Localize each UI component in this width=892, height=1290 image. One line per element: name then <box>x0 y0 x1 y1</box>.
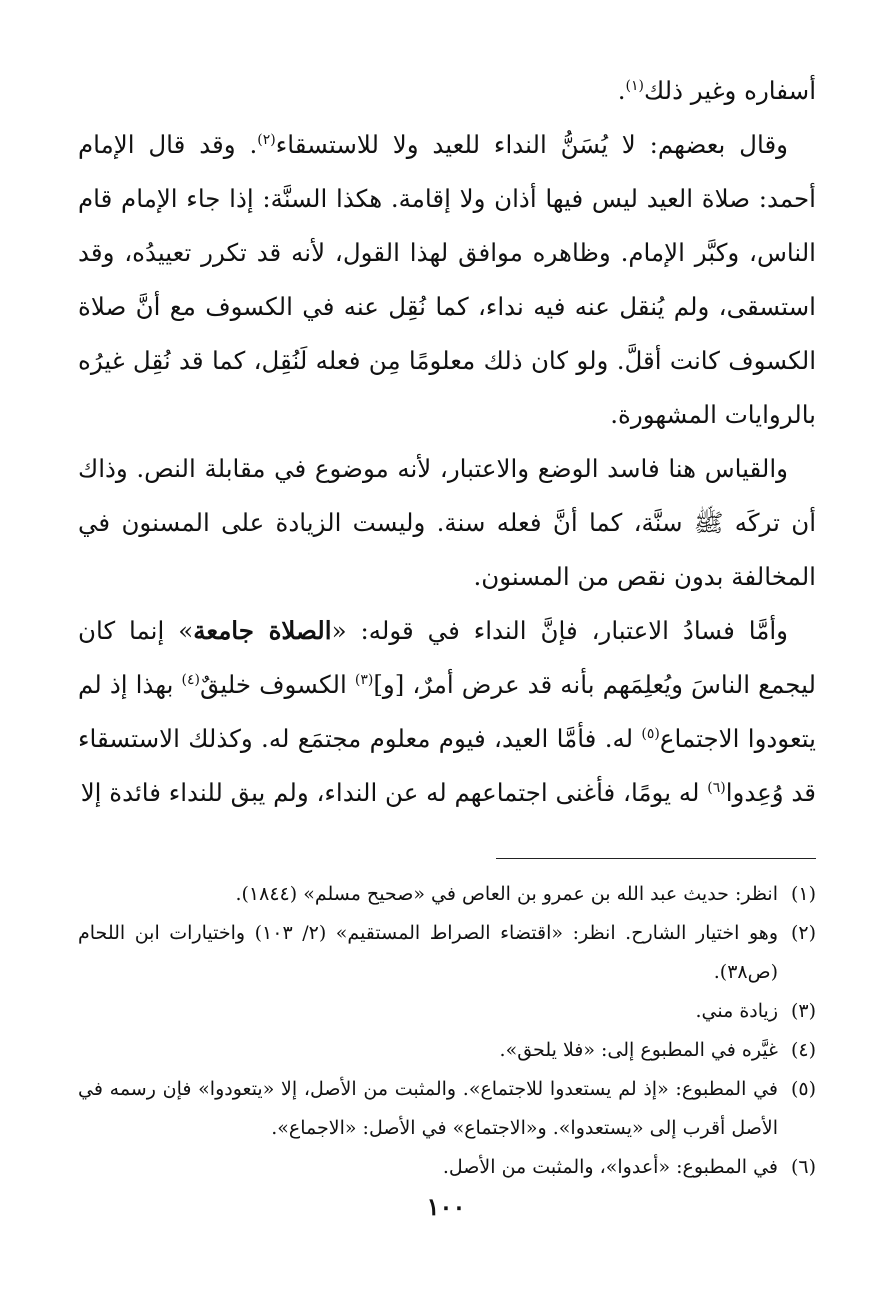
text-run: . <box>617 76 626 105</box>
text-run: وأمَّا فسادُ الاعتبار، فإنَّ النداء في قوله: « <box>331 616 788 645</box>
footnote-divider <box>496 858 816 859</box>
footnote-number: (٥) <box>790 1078 816 1100</box>
footnote-number: (٣) <box>790 1000 816 1022</box>
footnote-item <box>78 1070 816 1148</box>
text-run: » إنما كان ليجمع الناسَ ويُعلِمَهم بأنه قد عرض أمرٌ، [و] <box>78 616 816 699</box>
text-run: بهذا إذ لم يتعودوا الاجتماع <box>78 670 816 753</box>
footnote-item <box>78 1031 816 1070</box>
text-run: الكسوف خليقٌ <box>199 670 355 699</box>
footnote-number: (٢) <box>790 922 816 944</box>
paragraph <box>78 604 816 820</box>
paragraph <box>78 64 816 118</box>
footnote-ref-1[interactable]: (١) <box>625 77 644 94</box>
footnote-ref-6[interactable]: (٦) <box>707 779 726 796</box>
footnote-number: (٦) <box>790 1156 816 1178</box>
footnote-item <box>78 914 816 992</box>
footnote-text: في المطبوع: «إذ لم يستعدوا للاجتماع». والمثبت من الأصل، إلا «يتعودوا» فإن رسمه في الأصل أقرب إلى «يستعدوا». و«الاجتماع» في الأصل: «الاجماع». <box>78 1078 778 1139</box>
footnote-number: (١) <box>790 883 816 905</box>
main-text <box>78 64 816 820</box>
text-run: له. فأمَّا العيد، فيوم معلوم مجتمَع له. وكذلك الاستسقاء قد وُعِدوا <box>78 724 816 807</box>
paragraph <box>78 118 816 442</box>
footnote-text: وهو اختيار الشارح. انظر: «اقتضاء الصراط المستقيم» (٢/ ١٠٣) واختيارات ابن اللحام (ص٣٨). <box>78 922 778 983</box>
bold-phrase: الصلاة جامعة <box>193 616 332 645</box>
footnote-number: (٤) <box>790 1039 816 1061</box>
text-run: والقياس هنا فاسد الوضع والاعتبار، لأنه موضوع في مقابلة النص. وذاك أن تركَه ﷺ سنَّة، كما أنَّ فعله سنة. وليست الزيادة على المسنون في المخالفة بدون نقص من المسنون. <box>78 454 816 591</box>
footnotes <box>78 875 816 1187</box>
footnote-item <box>78 875 816 914</box>
footnote-ref-4[interactable]: (٤) <box>181 671 200 688</box>
text-run: له يومًا، فأغنى اجتماعهم له عن النداء، ولم يبق للنداء فائدة إلا <box>80 778 708 807</box>
footnote-ref-3[interactable]: (٣) <box>354 671 374 688</box>
paragraph <box>78 442 816 604</box>
footnote-ref-5[interactable]: (٥) <box>641 725 660 742</box>
page-number: ١٠٠ <box>426 1192 466 1221</box>
text-run: . وقد قال الإمام أحمد: صلاة العيد ليس فيها أذان ولا إقامة. هكذا السنَّة: إذا جاء الإمام قام الناس، وكبَّر الإمام. وظاهره موافق لهذا القول، لأنه قد تكرر تعييدُه، وقد استسقى، ولم يُنقل عنه فيه نداء، كما نُقِل عنه في الكسوف مع أنَّ صلاة الكسوف كانت أقلَّ. ولو كان ذلك معلومًا مِن فعله لَنُقِل، كما قد نُقِل غيرُه بالروايات المشهورة. <box>78 130 816 429</box>
footnote-text: في المطبوع: «أعدوا»، والمثبت من الأصل. <box>442 1156 778 1178</box>
footnote-item <box>78 992 816 1031</box>
text-run: وقال بعضهم: لا يُسَنُّ النداء للعيد ولا للاستسقاء <box>275 130 788 159</box>
footnote-item <box>78 1148 816 1187</box>
footnote-text: غيَّره في المطبوع إلى: «فلا يلحق». <box>499 1039 778 1061</box>
footnote-text: زيادة مني. <box>695 1000 778 1022</box>
page-body <box>78 60 816 1187</box>
footnote-text: انظر: حديث عبد الله بن عمرو بن العاص في «صحيح مسلم» (١٨٤٤). <box>235 883 778 905</box>
text-run: أسفاره وغير ذلك <box>643 76 816 105</box>
footnote-ref-2[interactable]: (٢) <box>257 131 276 148</box>
